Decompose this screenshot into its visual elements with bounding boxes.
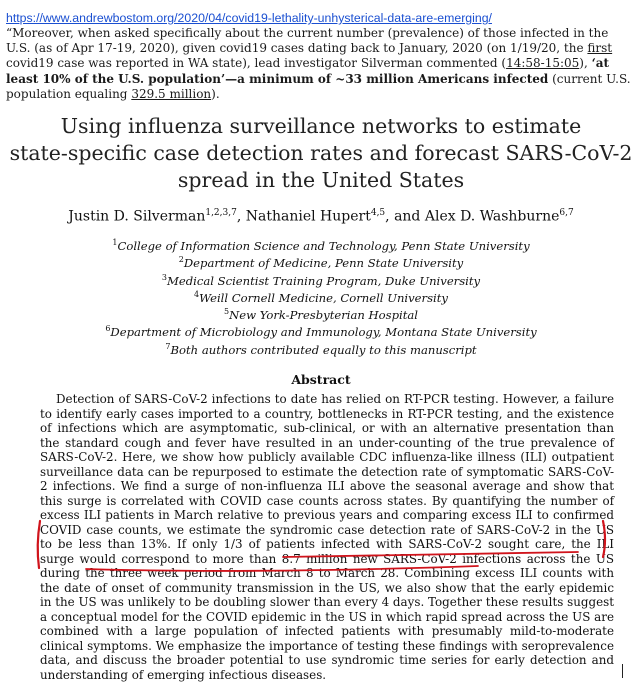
- quote-text-3: ),: [579, 56, 592, 71]
- affiliation-number: 3: [161, 272, 167, 282]
- affiliation-number: 5: [223, 307, 230, 317]
- affiliation-item: [0, 271, 642, 288]
- author-name: Justin D. Silverman: [68, 208, 206, 225]
- affiliation-number: 2: [178, 255, 184, 265]
- affiliation-item: [0, 236, 642, 253]
- affiliation-list: [0, 236, 642, 357]
- affiliation-item: [0, 253, 642, 270]
- affiliation-text: New York-Presbyterian Hospital: [229, 307, 419, 322]
- author-name: Alex D. Washburne: [424, 208, 560, 225]
- author-affil-marks: 4,5: [370, 208, 386, 218]
- quoted-commentary: [6, 26, 636, 102]
- text-cursor: [622, 664, 623, 678]
- author-list: [0, 208, 642, 225]
- author-name: Nathaniel Hupert: [245, 208, 371, 225]
- affiliation-text: Medical Scientist Training Program, Duke University: [166, 273, 481, 288]
- author-affil-marks: 1,2,3,7: [205, 208, 237, 218]
- abstract-body: Detection of SARS-CoV-2 infections to date has relied on RT-PCR testing. However, a failure to identify early cases imported to a country, bottlenecks in RT-PCR testing, and the existence of infections which are asymptomatic, sub-clinical, or with an alternative presentation than the standard cough and fever have resulted in an under-counting of the true prevalence of SARS-CoV-2. Here, we show how publicly available CDC influenza-like illness (ILI) outpatient surveillance data can be repurposed to estimate the detection rate of symptomatic SARS-CoV-2 infections. We find a surge of non-influenza ILI above the seasonal average and show that this surge is correlated with COVID case counts across states. By quantifying the number of excess ILI patients in March relative to previous years and comparing excess ILI to confirmed COVID case counts, we estimate the syndromic case detection rate of SARS-CoV-2 in the US to be less than 13%. If only 1/3 of patients infected with SARS-CoV-2 sought care, the ILI surge would correspond to more than 8.7 million new SARS-CoV-2 infections across the US during the three week period from March 8 to March 28. Combining excess ILI counts with the date of onset of community transmission in the US, we also show that the early epidemic in the US was unlikely to be doubling slower than every 4 days. Together these results suggest a conceptual model for the COVID epidemic in the US in which rapid spread across the US are combined with a large population of infected patients with presumably mild-to-moderate clinical symptoms. We emphasize the importance of testing these findings with seroprevalence data, and discuss the broader potential to use syndromic time series for early detection and understanding of emerging infectious diseases.: [40, 392, 614, 682]
- affiliation-number: 4: [194, 289, 200, 299]
- quote-text-4: (current U.S. population equaling: [6, 71, 631, 101]
- quote-text-1: “Moreover, when asked specifically about the current number (prevalence) of those infected in the U.S. (as of Apr 17-19, 2020), given covid19 cases dating back to January, 2020 (on 1/19/20, the: [6, 26, 609, 56]
- author-affil-marks: 6,7: [559, 208, 574, 218]
- affiliation-text: Both authors contributed equally to this manuscript: [170, 342, 477, 357]
- affiliation-number: 1: [112, 238, 118, 247]
- affiliation-item: [0, 340, 642, 357]
- author-separator: , and: [385, 208, 425, 225]
- quote-text-2: covid19 case was reported in WA state), lead investigator Silverman commented (: [6, 56, 507, 71]
- affiliation-number: 6: [105, 324, 111, 334]
- quote-text-5: ).: [211, 86, 220, 101]
- paper-title-line: spread in the United States: [177, 168, 465, 192]
- affiliation-item: [0, 322, 642, 339]
- affiliation-text: Department of Medicine, Penn State University: [183, 256, 464, 271]
- paper-title: [0, 113, 642, 194]
- paper-title-line: state-specific case detection rates and forecast SARS-CoV-2: [9, 141, 633, 165]
- quote-population-link[interactable]: 329.5 million: [131, 86, 212, 101]
- affiliation-text: College of Information Science and Technology, Penn State University: [117, 238, 530, 253]
- abstract-heading: Abstract: [291, 372, 351, 387]
- quote-bold-claim: ‘at least 10% of the U.S. population’—a minimum of ~33 million Americans infected: [6, 56, 610, 86]
- affiliation-text: Weill Cornell Medicine, Cornell University: [199, 290, 448, 305]
- author-separator: ,: [236, 208, 246, 225]
- affiliation-text: Department of Microbiology and Immunology, Montana State University: [110, 325, 537, 340]
- paper-title-line: Using influenza surveillance networks to estimate: [60, 114, 582, 138]
- affiliation-item: [0, 305, 642, 322]
- quote-first-underlined: first: [587, 41, 613, 56]
- quote-timestamp-link[interactable]: 14:58-15:05: [506, 56, 580, 71]
- affiliation-item: [0, 288, 642, 305]
- affiliation-number: 7: [165, 341, 171, 351]
- source-link[interactable]: https://www.andrewbostom.org/2020/04/covid19-lethality-unhysterical-data-are-emerging/: [6, 11, 492, 25]
